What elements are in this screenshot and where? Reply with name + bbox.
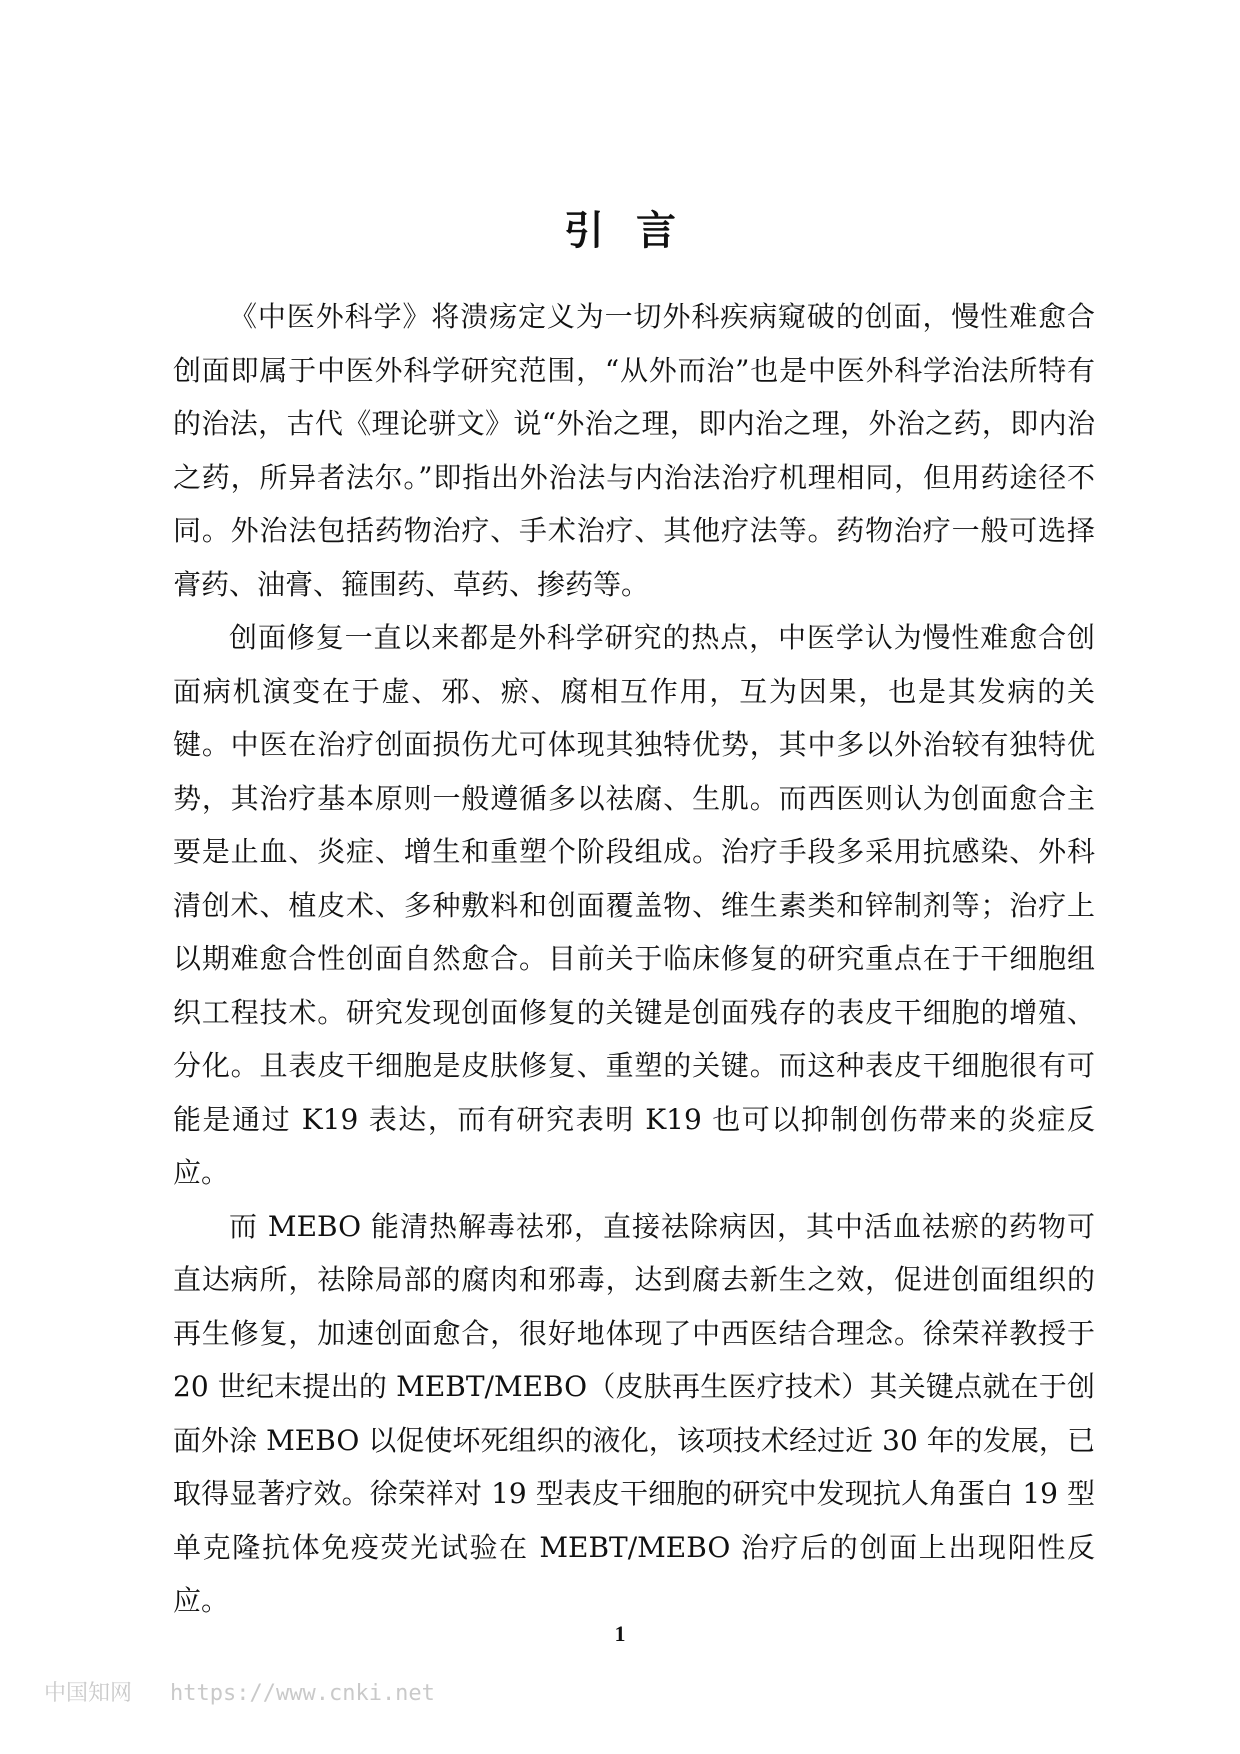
paragraph-1: 《中医外科学》将溃疡定义为一切外科疾病窥破的创面，慢性难愈合创面即属于中医外科学研究范围，“从外而治”也是中医外科学治法所特有的治法，古代《理论骈文》说“外治之理，即内治之理，外治之药，即内治之药，所异者法尔。”即指出外治法与内治法治疗机理相同，但用药途径不同。外治法包括药物治疗、手术治疗、其他疗法等。药物治疗一般可选择膏药、油膏、箍围药、草药、掺药等。 xyxy=(173,300,1095,601)
page-title: 引言 xyxy=(564,207,708,254)
page-number: 1 xyxy=(614,1621,626,1646)
watermark-url: https://www.cnki.net xyxy=(170,1681,435,1706)
body-text xyxy=(173,290,1095,1628)
cnki-watermark xyxy=(44,1680,435,1708)
paragraph-2: 创面修复一直以来都是外科学研究的热点，中医学认为慢性难愈合创面病机演变在于虚、邪、瘀、腐相互作用，互为因果，也是其发病的关键。中医在治疗创面损伤尤可体现其独特优势，其中多以外治较有独特优势，其治疗基本原则一般遵循多以祛腐、生肌。而西医则认为创面愈合主要是止血、炎症、增生和重塑个阶段组成。治疗手段多采用抗感染、外科清创术、植皮术、多种敷料和创面覆盖物、维生素类和锌制剂等；治疗上以期难愈合性创面自然愈合。目前关于临床修复的研究重点在于干细胞组织工程技术。研究发现创面修复的关键是创面残存的表皮干细胞的增殖、分化。且表皮干细胞是皮肤修复、重塑的关键。而这种表皮干细胞很有可能是通过 K19 表达，而有研究表明 K19 也可以抑制创伤带来的炎症反应。 xyxy=(173,621,1095,1189)
paragraph-3: 而 MEBO 能清热解毒祛邪，直接祛除病因，其中活血祛瘀的药物可直达病所，祛除局部的腐肉和邪毒，达到腐去新生之效，促进创面组织的再生修复，加速创面愈合，很好地体现了中西医结合理念。徐荣祥教授于 20 世纪末提出的 MEBT/MEBO（皮肤再生医疗技术）其关键点就在于创面外涂 MEBO 以促使坏死组织的液化，该项技术经过近 30 年的发展，已取得显著疗效。徐荣祥对 19 型表皮干细胞的研究中发现抗人角蛋白 19 型单克隆抗体免疫荧光试验在 MEBT/MEBO 治疗后的创面上出现阳性反应。 xyxy=(173,1209,1095,1617)
watermark-site-name: 中国知网 xyxy=(44,1681,133,1706)
